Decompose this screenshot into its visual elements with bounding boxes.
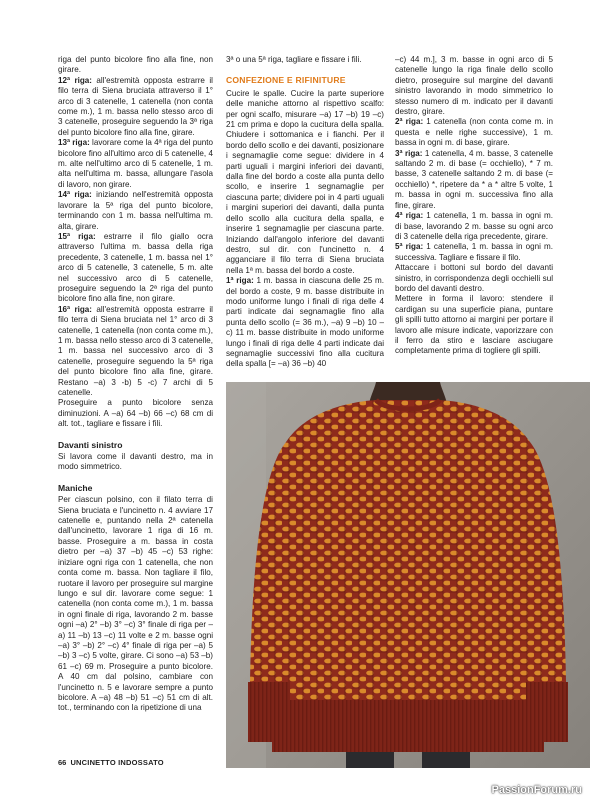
cardigan-back-photo bbox=[226, 382, 590, 768]
row-text: 1 m. bassa in ciascuna delle 25 m. del bordo a coste, 9 m. basse distribuite in modo uniforme lungo i finali di riga delle 4 parti indicate dai segnamaglie fino alla punta dello scollo (= 36 m.), –a) 9 –b) 10 –c) 11 m. basse distribuite in modo uniforme lungo i finali di riga delle 4 parti indicate dai segnamaglie successivi fino alla cucitura della spalla [= –a) 36 –b) 40 bbox=[226, 276, 384, 369]
row-label: 16ª riga: bbox=[58, 304, 92, 314]
row-label: 3ª riga: bbox=[395, 148, 423, 158]
row-text: all'estremità opposta estrarre il filo terra di Siena bruciata nel 1° arco di 3 catenelle, 1 catenella (non conta come m.), 1 m. bassa nello stesso arco di 3 catenelle, 1 m. bassa nel successivo arco di 3 catenelle, proseguire seguendo la 5ª riga del punto bicolore fino alla fine, girare. Restano –a) 3 -b) 5 -c) 7 archi di 5 catenelle. bbox=[58, 304, 213, 397]
paragraph bbox=[58, 138, 213, 190]
text-column-middle bbox=[226, 55, 384, 370]
row-text: iniziando nell'estremità opposta lavorare la 5ª riga del punto bicolore, terminando con 1 m. bassa nell'ultima m. alta, girare. bbox=[58, 190, 213, 231]
row-text: 1 catenella, 1 m. bassa in ogni m. successiva. Tagliare e fissare il filo. bbox=[395, 242, 553, 262]
section-title-left-front: Davanti sinistro bbox=[58, 439, 123, 450]
row-label: 4ª riga: bbox=[395, 211, 424, 221]
cardigan-illustration bbox=[226, 382, 590, 768]
row-label: 15ª riga: bbox=[58, 231, 96, 241]
row-label: 12ª riga: bbox=[58, 75, 92, 85]
cardigan-body bbox=[272, 400, 544, 712]
paragraph: Proseguire a punto bicolore senza diminuzioni. A –a) 64 –b) 66 –c) 68 cm di alt. tot., tagliare e fissare i fili. bbox=[58, 398, 213, 429]
row-label: 5ª riga: bbox=[395, 242, 424, 252]
row-label: 1ª riga: bbox=[226, 276, 254, 286]
page-number: 66 bbox=[58, 758, 67, 767]
paragraph bbox=[226, 276, 384, 370]
text-column-right bbox=[395, 55, 553, 357]
paragraph bbox=[395, 117, 553, 148]
publication-name: UNCINETTO INDOSSATO bbox=[70, 758, 164, 767]
section-title-sleeves: Maniche bbox=[58, 482, 93, 493]
paragraph: 3ª o una 5ª riga, tagliare e fissare i fili. bbox=[226, 55, 362, 64]
row-text: 1 catenella, 4 m. basse, 3 catenelle saltando 2 m. di base (= occhiello), * 7 m. basse, 3 catenelle saltando 2 m. di base (= occhiello) *, ripetere da * a * altre 5 volte, 1 m. bassa in ogni m. successiva fino alla fine, girare. bbox=[395, 148, 553, 210]
row-text: 1 catenella (non conta come m. in questa e nelle righe successive), 1 m. bassa in ogni m. di base, girare. bbox=[395, 117, 553, 148]
paragraph: Attaccare i bottoni sul bordo del davanti sinistro, in corrispondenza degli occhielli sul bordo del davanti destro. bbox=[395, 263, 553, 293]
paragraph: Mettere in forma il lavoro: stendere il cardigan su una superficie piana, puntare gli spilli tutto attorno ai margini per portare il lavoro alle misure indicate, vaporizzare con il ferro da stiro e lasciare asciugare completamente prima di togliere gli spilli. bbox=[395, 294, 553, 356]
section-title-finishing: CONFEZIONE E RIFINITURE bbox=[226, 75, 346, 86]
row-text: 1 catenella, 1 m. bassa in ogni m. di base, lavorando 2 m. basse su ogni arco di 3 catenelle della riga precedente, girare. bbox=[395, 211, 553, 241]
row-text: all'estremità opposta estrarre il filo terra di Siena bruciata attraverso il 1° arco di 3 catenelle, 1 catenella (non conta come m.), 1 m. bassa nello stesso arco di 3 catenelle, proseguire seguendo la 3ª riga del punto bicolore fino alla fine, girare. bbox=[58, 75, 213, 137]
paragraph bbox=[58, 190, 213, 232]
ribbed-hem bbox=[272, 700, 544, 752]
paragraph bbox=[58, 76, 213, 138]
row-label: 2ª riga: bbox=[395, 117, 424, 127]
paragraph bbox=[395, 242, 553, 263]
paragraph bbox=[58, 305, 213, 399]
row-label: 14ª riga: bbox=[58, 190, 92, 200]
paragraph: Cucire le spalle. Cucire la parte superiore delle maniche attorno al rispettivo scalfo: per ogni scalfo, misurare –a) 17 –b) 19 –c) 21 cm prima e dopo la cucitura della spalla. Chiudere i sottomanica e i fianchi. Per il bordo dello scollo e dei davanti, posizionare i segnamaglie come segue: dividere in 4 parti uguali i margini inferiori dei davanti, dalla fine del bordo a coste alla punta dello scollo, e inserire 1 segnamaglie per ciascuna parte; dividere poi in 4 parti uguali i margini superiori dei davanti, dalla punta dello scollo alla cucitura della spalla, e inserire 1 segnamaglie per ciascuna parte. Iniziando dall'angolo inferiore del davanti destro, sul dir. con l'uncinetto n. 4 agganciare il filo terra di Siena bruciata nella 1ª m. bassa del bordo a coste. bbox=[226, 88, 384, 275]
paragraph: Per ciascun polsino, con il filato terra di Siena bruciata e l'uncinetto n. 4 avviare 17 catenelle e, puntando nella 2ª catenella dall'uncinetto, lavorare 1 riga di 16 m. basse. Proseguire a m. bassa in costa dietro per –a) 37 –b) 45 –c) 53 righe: iniziare ogni riga con 1 catenella, che non conta come m. bassa. Non tagliare il filo, ruotare il lavoro per proseguire sul margine lungo e sul dir. lavorare come segue: 1 catenella (non conta come m.), 1 m. bassa in ogni finale di riga, lavorando 2 m. basse ogni –a) 2° –b) 3° –c) 3° finale di riga per –a) 11 –b) 13 –c) 11 volte e 2 m. basse ogni –a) 3° –b) 2° –c) 4° finale di riga per –a) 5 –b) 3 –c) 5 volte, girare. Ci sono –a) 53 –b) 61 –c) 69 m. Proseguire a punto bicolore. A 40 cm dal polsino, cambiare con l'uncinetto n. 5 e lavorare sempre a punto bicolore. A –a) 48 –b) 51 –c) 51 cm di alt. tot., terminando con la ripetizione di una bbox=[58, 495, 213, 713]
row-text: estrarre il filo giallo ocra attraverso l'ultima m. bassa della riga precedente, 3 catenelle, 1 m. bassa nel 1° arco di 5 catenelle, 3 catenelle, 5 m. alte nel successivo arco di 5 catenelle, proseguire seguendo la 2ª riga del punto bicolore fino alla fine, non girare. bbox=[58, 231, 213, 304]
paragraph: riga del punto bicolore fino alla fine, non girare. bbox=[58, 55, 213, 75]
paragraph: Si lavora come il davanti destro, ma in modo simmetrico. bbox=[58, 452, 213, 472]
row-text: lavorare come la 4ª riga del punto bicolore fino all'ultimo arco di 5 catenelle, 4 m. alte nell'ultimo arco di 5 catenelle, 1 m. alta nell'ultima m. bassa, allungare l'asola di lavoro, non girare. bbox=[58, 138, 213, 189]
paragraph bbox=[395, 149, 553, 211]
paragraph bbox=[395, 211, 553, 242]
paragraph: –c) 44 m.], 3 m. basse in ogni arco di 5 catenelle lungo la riga finale dello scollo dietro, proseguire sul margine del davanti sinistro lavorando in modo simmetrico lo stesso numero di m. indicato per il davanti destro, girare. bbox=[395, 55, 553, 117]
text-column-left bbox=[58, 55, 213, 714]
legs bbox=[346, 752, 394, 768]
paragraph bbox=[58, 232, 213, 305]
row-label: 13ª riga: bbox=[58, 138, 90, 148]
page-footer bbox=[58, 758, 164, 767]
watermark: PassionForum.ru bbox=[491, 784, 582, 796]
